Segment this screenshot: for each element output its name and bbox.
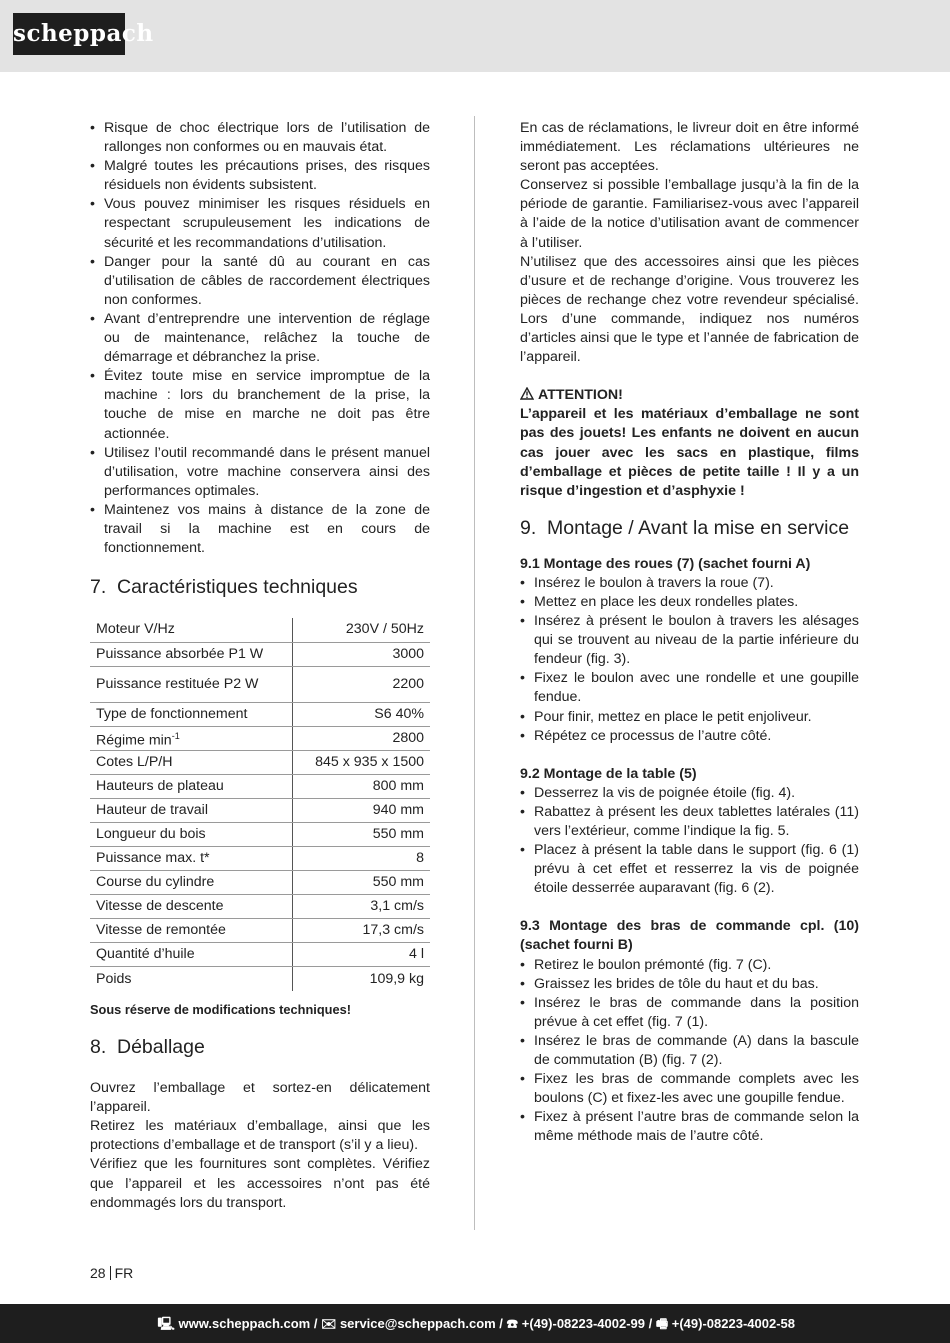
spec-label: Puissance restituée P2 W — [90, 666, 293, 702]
scheppach-logo: scheppach — [13, 13, 125, 55]
spec-label: Type de fonctionnement — [90, 702, 293, 726]
list-item: • Rabattez à présent les deux tablettes latérales (11) vers l’extérieur, comme l’indique la fig. 5. — [520, 803, 859, 841]
spec-value: 2200 — [293, 666, 430, 702]
attention-title: ATTENTION! — [538, 387, 623, 404]
table-row — [90, 847, 430, 871]
list-item: • Retirez le boulon prémonté (fig. 7 (C). — [520, 956, 859, 975]
list-item: • Insérez le bras de commande (A) dans la bascule de commutation (B) (fig. 7 (2). — [520, 1032, 859, 1070]
subsection-9-1-heading: 9.1 Montage des roues (7) (sachet fourni A) — [520, 555, 811, 572]
control-arm-step-list — [520, 956, 859, 1147]
table-row — [90, 823, 430, 847]
spec-value: 4 l — [293, 943, 430, 967]
spec-value: 230V / 50Hz — [293, 618, 430, 642]
list-item: • Fixez le boulon avec une rondelle et une goupille fendue. — [520, 669, 859, 707]
footer-contacts — [158, 1304, 795, 1343]
right-column — [520, 119, 859, 1147]
page-language: FR — [114, 1265, 134, 1281]
spec-label: Vitesse de remontée — [90, 919, 293, 943]
spec-value: 17,3 cm/s — [293, 919, 430, 943]
list-item: • Évitez toute mise en service impromptue de la machine : lors du branchement de la prise, la touche de mise en marche ne doit pas être actionnée. — [90, 367, 430, 443]
table-row — [90, 642, 430, 666]
wheels-step-list — [520, 574, 859, 746]
page-footer — [0, 1304, 950, 1343]
spec-value: 550 mm — [293, 823, 430, 847]
spec-value: 3000 — [293, 642, 430, 666]
table-step-list — [520, 784, 859, 899]
spec-value: S6 40% — [293, 702, 430, 726]
spec-label-sup: -1 — [171, 730, 180, 741]
warning-triangle-icon — [520, 387, 534, 400]
spec-value: 2800 — [293, 726, 430, 751]
spec-table — [90, 618, 430, 991]
list-item: • Malgré toutes les précautions prises, des risques résiduels non évidents subsistent. — [90, 157, 430, 195]
list-item: • Maintenez vos mains à distance de la zone de travail si la machine est en cours de fonctionnement. — [90, 501, 430, 558]
list-item: • Placez à présent la table dans le support (fig. 6 (1) prévu à cet effet et resserrez la vis de poignée étoile desserrée auparavant (fig. 6 (2). — [520, 841, 859, 898]
list-item: • Insérez le boulon à travers la roue (7). — [520, 574, 859, 593]
spec-value: 3,1 cm/s — [293, 895, 430, 919]
spec-label: Cotes L/P/H — [90, 751, 293, 775]
page-number — [90, 1265, 133, 1281]
footer-fax: +(49)-08223-4002-58 — [671, 1316, 795, 1331]
footer-email[interactable]: service@scheppach.com / — [339, 1316, 503, 1331]
list-item: • Répétez ce processus de l’autre côté. — [520, 727, 859, 746]
list-item: • Insérez à présent le boulon à travers les alésages qui se trouvent au niveau de la partie inférieure du fendeur (fig. 3). — [520, 612, 859, 669]
list-item: • Graissez les brides de tôle du haut et du bas. — [520, 975, 859, 994]
table-row — [90, 943, 430, 967]
spec-label: Course du cylindre — [90, 871, 293, 895]
subsection-9-3-heading: 9.3 Montage des bras de commande cpl. (10) (sachet fourni B) — [520, 918, 859, 954]
table-row — [90, 799, 430, 823]
mail-icon: ✉ — [321, 1316, 337, 1331]
table-row — [90, 751, 430, 775]
table-row — [90, 702, 430, 726]
spec-note: Sous réserve de modifications techniques! — [90, 1001, 351, 1017]
spec-value: 845 x 935 x 1500 — [293, 751, 430, 775]
spec-label: Quantité d’huile — [90, 943, 293, 967]
section-8-heading — [90, 1035, 430, 1059]
section-title: Caractéristiques techniques — [117, 576, 358, 599]
section-title: Montage / Avant la mise en service — [547, 516, 850, 539]
section-number: 8. — [90, 1036, 107, 1059]
section-9-heading — [520, 516, 859, 540]
list-item: • Pour finir, mettez en place le petit enjoliveur. — [520, 708, 859, 727]
list-item: • Mettez en place les deux rondelles plates. — [520, 593, 859, 612]
list-item: • Utilisez l’outil recommandé dans le présent manuel d’utilisation, votre machine conservera ainsi des performances optimales. — [90, 444, 430, 501]
attention-text: L’appareil et les matériaux d’emballage ne sont pas des jouets! Les enfants ne doivent en aucun cas jouer avec les sacs en plastique, films d’emballage et pièces de petite taille ! Il y a un risque d’ingestion et d’asphyxie ! — [520, 406, 859, 499]
table-row — [90, 871, 430, 895]
list-item: • Risque de choc électrique lors de l’utilisation de rallonges non conformes ou en mauvais état. — [90, 119, 430, 157]
spec-label — [90, 726, 293, 751]
table-row — [90, 666, 430, 702]
list-item: • Desserrez la vis de poignée étoile (fig. 4). — [520, 784, 859, 803]
column-divider — [474, 116, 475, 1230]
section-7-heading — [90, 575, 430, 599]
table-row — [90, 726, 430, 751]
list-item: • Insérez le bras de commande dans la position prévue à cet effet (fig. 7 (1). — [520, 994, 859, 1032]
phone-icon: ☎ — [506, 1316, 519, 1331]
footer-web[interactable]: www.scheppach.com / — [178, 1316, 318, 1331]
list-item: • Vous pouvez minimiser les risques résiduels en respectant scrupuleusement les indications de sécurité et les recommandations d’utilisation. — [90, 195, 430, 252]
spec-label: Hauteurs de plateau — [90, 775, 293, 799]
section-number: 7. — [90, 576, 107, 599]
spec-label-text: Régime min — [96, 732, 172, 749]
list-item: • Fixez à présent l’autre bras de commande selon la même méthode mais de l’autre côté. — [520, 1108, 859, 1146]
subsection-9-2-heading: 9.2 Montage de la table (5) — [520, 765, 697, 782]
list-item: • Avant d’entreprendre une intervention de réglage ou de maintenance, relâchez la touche de démarrage et débranchez la prise. — [90, 310, 430, 367]
spec-value: 550 mm — [293, 871, 430, 895]
table-row — [90, 618, 430, 642]
spec-label: Puissance max. t* — [90, 847, 293, 871]
table-row — [90, 967, 430, 991]
spec-value: 800 mm — [293, 775, 430, 799]
table-row — [90, 775, 430, 799]
spec-value: 109,9 kg — [293, 967, 430, 991]
footer-phone: +(49)-08223-4002-99 / — [521, 1316, 653, 1331]
page-number-value: 28 — [90, 1265, 106, 1281]
list-item: • Danger pour la santé dû au courant en cas d’utilisation de câbles de raccordement électriques non conformes. — [90, 253, 430, 310]
spec-label: Longueur du bois — [90, 823, 293, 847]
section-title: Déballage — [117, 1036, 205, 1059]
complaints-text: En cas de réclamations, le livreur doit en être informé immédiatement. Les réclamations ultérieures ne seront pas acceptées. Conservez si possible l’emballage jusqu’à la fin de la période de garantie. Familiarisez-vous avec l’appareil à l’aide de la notice d’utilisation avant de commencer à l’utiliser. N’utilisez que des accessoires ainsi que les pièces d’usure et de rechange d’origine. Vous trouverez les pièces de rechange chez votre revendeur spécialisé. Lors d’une commande, indiquez nos numéros d’articles ainsi que le type et l’année de fabrication de l’appareil. — [520, 120, 859, 366]
list-item: • Fixez les bras de commande complets avec les boulons (C) et fixez-les avec une goupille fendue. — [520, 1070, 859, 1108]
spec-label: Moteur V/Hz — [90, 618, 293, 642]
fax-icon: 🖷 — [655, 1316, 669, 1331]
page-number-separator — [110, 1266, 111, 1280]
section-number: 9. — [520, 516, 537, 539]
spec-value: 8 — [293, 847, 430, 871]
table-row — [90, 919, 430, 943]
spec-value: 940 mm — [293, 799, 430, 823]
spec-label: Vitesse de descente — [90, 895, 293, 919]
attention-block — [520, 386, 859, 501]
left-column — [90, 119, 430, 1213]
computer-icon: 🖳 — [157, 1316, 175, 1331]
spec-label: Hauteur de travail — [90, 799, 293, 823]
table-row — [90, 895, 430, 919]
safety-bullet-list — [90, 119, 430, 558]
page-header — [0, 0, 950, 72]
attention-heading — [520, 386, 859, 405]
unpacking-text: Ouvrez l’emballage et sortez-en délicatement l’appareil. Retirez les matériaux d’emballage, ainsi que les protections d’emballage et de transport (s’il y a lieu). Vérifiez que les fournitures sont complètes. Vérifiez que l’appareil et les accessoires n’ont pas été endommagés lors du transport. — [90, 1080, 430, 1211]
spec-label: Puissance absorbée P1 W — [90, 642, 293, 666]
spec-label: Poids — [96, 970, 132, 987]
